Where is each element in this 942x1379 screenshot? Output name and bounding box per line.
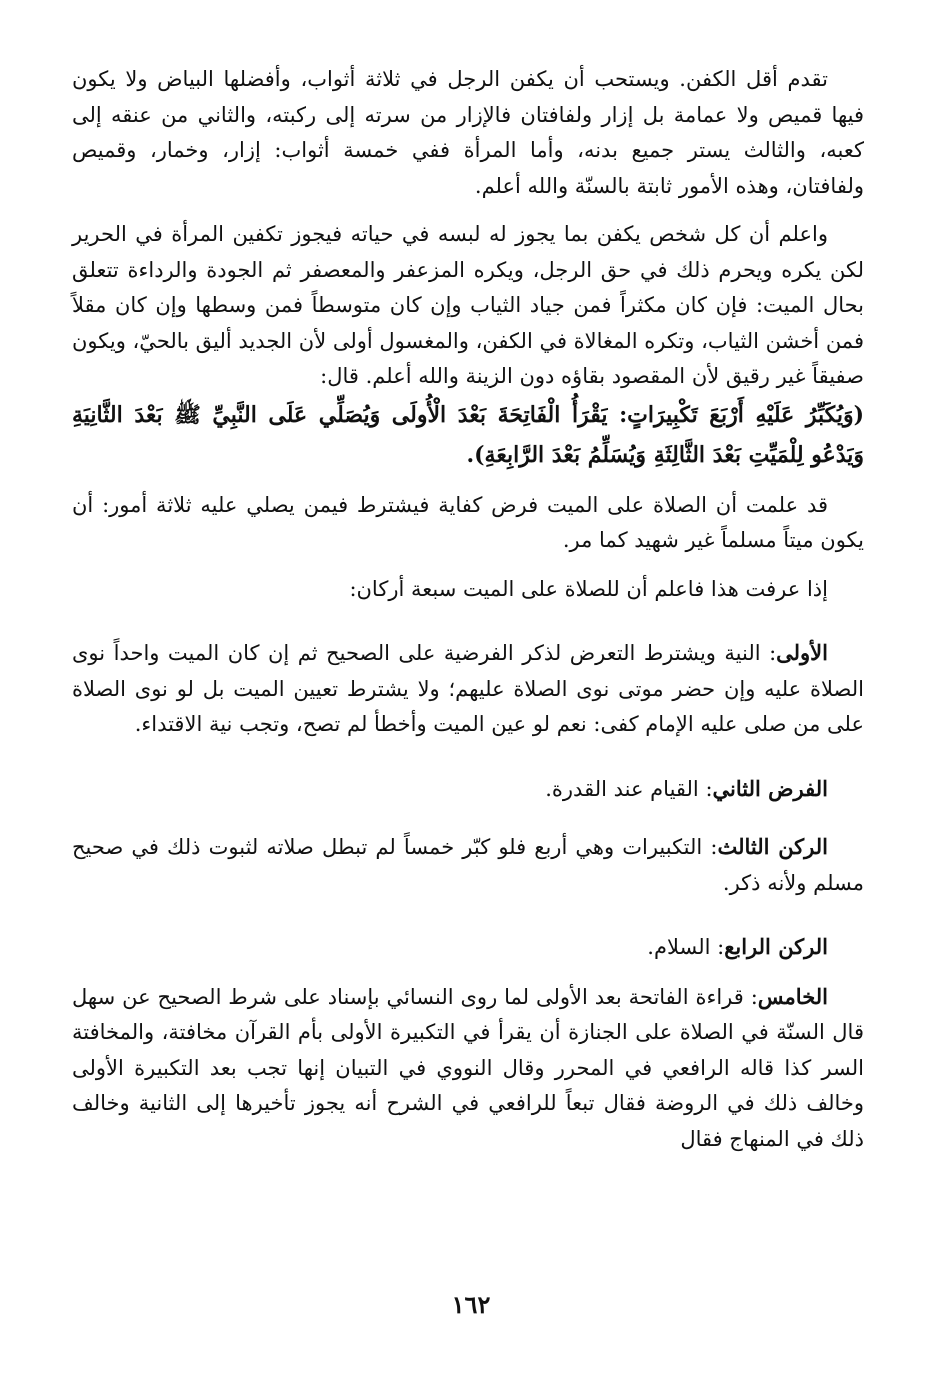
paragraph-pillar-one xyxy=(72,635,864,743)
matn-funeral-prayer: (وَيُكَبِّرُ عَلَيْهِ أَرْبَعَ تَكْبِيرَاتٍ: يَقْرَأُ الْفَاتِحَةَ بَعْدَ الْأُولَى وَيُصَلِّي عَلَى النَّبِيِّ ﷺ بَعْدَ الثَّانِيَةِ وَيَدْعُو لِلْمَيِّتِ بَعْدَ الثَّالِثَةِ وَيُسَلِّمُ بَعْدَ الرَّابِعَةِ). xyxy=(72,401,864,468)
pillar-three-text: : التكبيرات وهي أربع فلو كبّر خمساً لم تبطل صلاته لثبوت ذلك في صحيح مسلم ولأنه ذكر. xyxy=(72,835,864,895)
paragraph-shroud-number: تقدم أقل الكفن. ويستحب أن يكفن الرجل في ثلاثة أثواب، وأفضلها البياض ولا يكون فيها قميص ولا عمامة بل إزار ولفافتان فالإزار من سرته إلى ركبته، والثاني من عنقه إلى كعبه، والثالث يستر جميع بدنه، وأما المرأة ففي خمسة أثواب: إزار، وخمار، وقميص ولفافتان، وهذه الأمور ثابتة بالسنّة والله أعلم. xyxy=(72,67,864,198)
paragraph-pillar-five xyxy=(72,979,864,1158)
pillar-five-text: : قراءة الفاتحة بعد الأولى لما روى النسائي بإسناد على شرط الصحيح عن سهل قال السنّة في الصلاة على الجنازة أن يقرأ في التكبيرة الأولى بأم القرآن مخافتة، والمخافتة السر كذا قاله الرافعي في المحرر وقال النووي في التبيان إنها تجب بعد التكبيرة الأولى وخالف ذلك في الروضة فقال تبعاً للرافعي في الشرح أنه يجوز تأخيرها إلى الثانية وخالف ذلك في المنهاج فقال xyxy=(72,984,864,1151)
paragraph-prayer-conditions: قد علمت أن الصلاة على الميت فرض كفاية فيشترط فيمن يصلي عليه ثلاثة أمور: أن يكون ميتاً مسلماً غير شهيد كما مر. xyxy=(72,492,864,552)
pillar-one-text: : النية ويشترط التعرض لذكر الفرضية على الصحيح ثم إن كان الميت واحداً نوى الصلاة عليه وإن حضر موتى نوى الصلاة عليهم؛ ولا يشترط تعيين الميت بل لو نوى الصلاة على من صلى عليه الإمام كفى: نعم لو عين الميت وأخطأ لم تصح، وتجب نية الاقتداء. xyxy=(72,641,864,736)
paragraph-pillar-three xyxy=(72,829,864,901)
page-body xyxy=(72,62,864,1157)
paragraph-pillar-four xyxy=(72,929,864,966)
paragraph-shroud-material: واعلم أن كل شخص يكفن بما يجوز له لبسه في حياته فيجوز تكفين المرأة في الحرير لكن يكره ويحرم ذلك في حق الرجل، ويكره المزعفر والمعصفر ثم الجودة والرداءة تتعلق بحال الميت: فإن كان مكثراً فمن جياد الثياب وإن كان متوسطاً فمن وسطها وإن كان مقلاً فمن أخشن الثياب، وتكره المغالاة في الكفن، والمغسول أولى لأن الجديد أليق بالحيّ، ويكون صفيقاً غير رقيق لأن المقصود بقاؤه دون الزينة والله أعلم. قال: xyxy=(71,222,864,388)
pillar-five-label: الخامس xyxy=(757,983,828,1009)
pillar-four-label: الركن الرابع xyxy=(724,934,828,959)
paragraph-pillar-two xyxy=(72,771,864,808)
page-number: ١٦٢ xyxy=(451,1290,491,1319)
pillar-four-text: : السلام. xyxy=(647,935,725,959)
paragraph-seven-pillars: إذا عرفت هذا فاعلم أن للصلاة على الميت سبعة أركان: xyxy=(349,576,828,601)
pillar-two-text: : القيام عند القدرة. xyxy=(545,776,713,801)
pillar-three-label: الركن الثالث xyxy=(717,834,828,859)
pillar-one-label: الأولى xyxy=(776,640,828,665)
pillar-two-label: الفرض الثاني xyxy=(712,775,828,801)
